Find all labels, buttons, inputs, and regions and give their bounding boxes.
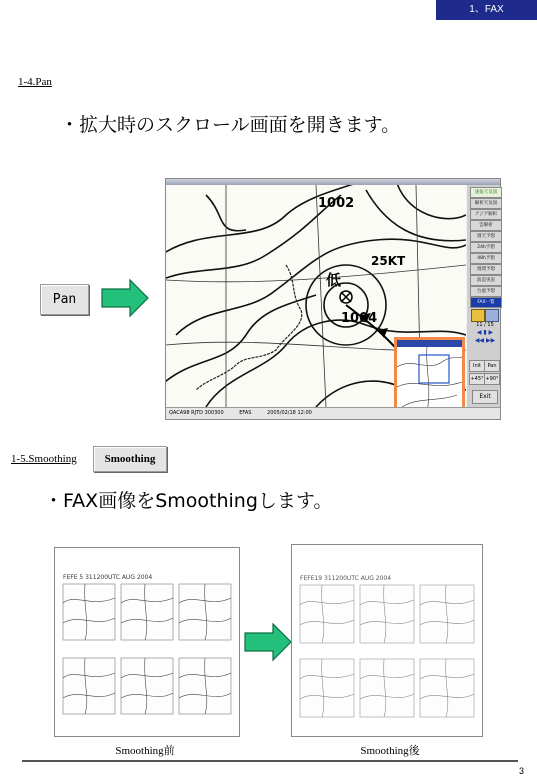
- menu-item-4[interactable]: 週天予想: [470, 231, 502, 242]
- exit-button[interactable]: Exit: [472, 390, 498, 404]
- nav-buttons-icon[interactable]: ◀ ▮ ▶: [476, 329, 494, 336]
- inset-map: [397, 347, 462, 412]
- pressure-label-1002: 1002: [318, 196, 355, 211]
- chapter-tab: 1、FAX: [436, 0, 537, 20]
- page-number: 3: [519, 766, 525, 776]
- folder-icon[interactable]: [471, 309, 485, 322]
- fax-before-panels: [55, 548, 239, 736]
- pressure-label-1004: 1004: [341, 311, 378, 326]
- menu-item-10[interactable]: FAX一覧: [470, 297, 502, 308]
- footer-rule: [22, 760, 518, 762]
- menu-item-5[interactable]: 24h予想: [470, 242, 502, 253]
- page-indicator: 11 / 15: [476, 322, 494, 328]
- arrow-right-icon: [243, 622, 293, 662]
- fast-nav-icon[interactable]: ◀◀ ▶▶: [474, 337, 496, 344]
- menu-item-9[interactable]: 台風予想: [470, 286, 502, 297]
- status-datetime: 2005/02/18 12:00: [267, 410, 312, 416]
- wind-label: 25KT: [371, 254, 406, 268]
- rotate-45-button[interactable]: +45°: [469, 373, 485, 385]
- section-title-pan: 1-4.Pan: [18, 76, 52, 88]
- fax-viewer-window: [165, 178, 501, 420]
- caption-after: Smoothing後: [360, 745, 420, 757]
- rotate-90-button[interactable]: +90°: [484, 373, 500, 385]
- low-pressure-label: 低: [326, 271, 342, 289]
- menu-item-8[interactable]: 波浪実況: [470, 275, 502, 286]
- fax-after-image: [291, 544, 483, 737]
- pan-overview-inset[interactable]: [394, 337, 465, 415]
- menu-item-1[interactable]: 解析天気図: [470, 198, 502, 209]
- menu-item-2[interactable]: アジア解析: [470, 209, 502, 220]
- caption-before: Smoothing前: [115, 745, 175, 757]
- inset-titlebar: [397, 340, 462, 347]
- menu-item-6[interactable]: 48h予想: [470, 253, 502, 264]
- menu-item-3[interactable]: 雲解析: [470, 220, 502, 231]
- pan-button[interactable]: Pan: [40, 284, 89, 315]
- arrow-right-icon: [100, 278, 150, 318]
- menu-item-7[interactable]: 週間予想: [470, 264, 502, 275]
- print-icon[interactable]: [485, 309, 499, 322]
- smoothing-button[interactable]: Smoothing: [93, 446, 167, 472]
- before-fax-title: FEFE 5 311200UTC AUG 2004: [63, 574, 153, 581]
- status-station: QACA98 RJTD 300300: [169, 410, 224, 416]
- menu-item-0[interactable]: 速報天気図: [470, 187, 502, 198]
- fax-side-menu: [467, 185, 500, 407]
- smoothing-description: ・FAX画像をSmoothingします。: [44, 490, 333, 512]
- pan-description: ・拡大時のスクロール画面を開きます。: [60, 114, 401, 136]
- init-button[interactable]: Init: [469, 360, 485, 372]
- status-bar: [166, 407, 500, 419]
- pan-mini-button[interactable]: Pan: [484, 360, 500, 372]
- fax-after-panels: [292, 545, 482, 736]
- fax-before-image: [54, 547, 240, 737]
- section-title-smoothing: 1-5.Smoothing: [11, 453, 77, 465]
- status-type: EFAS: [239, 410, 252, 416]
- after-fax-title: FEFE19 311200UTC AUG 2004: [300, 575, 392, 582]
